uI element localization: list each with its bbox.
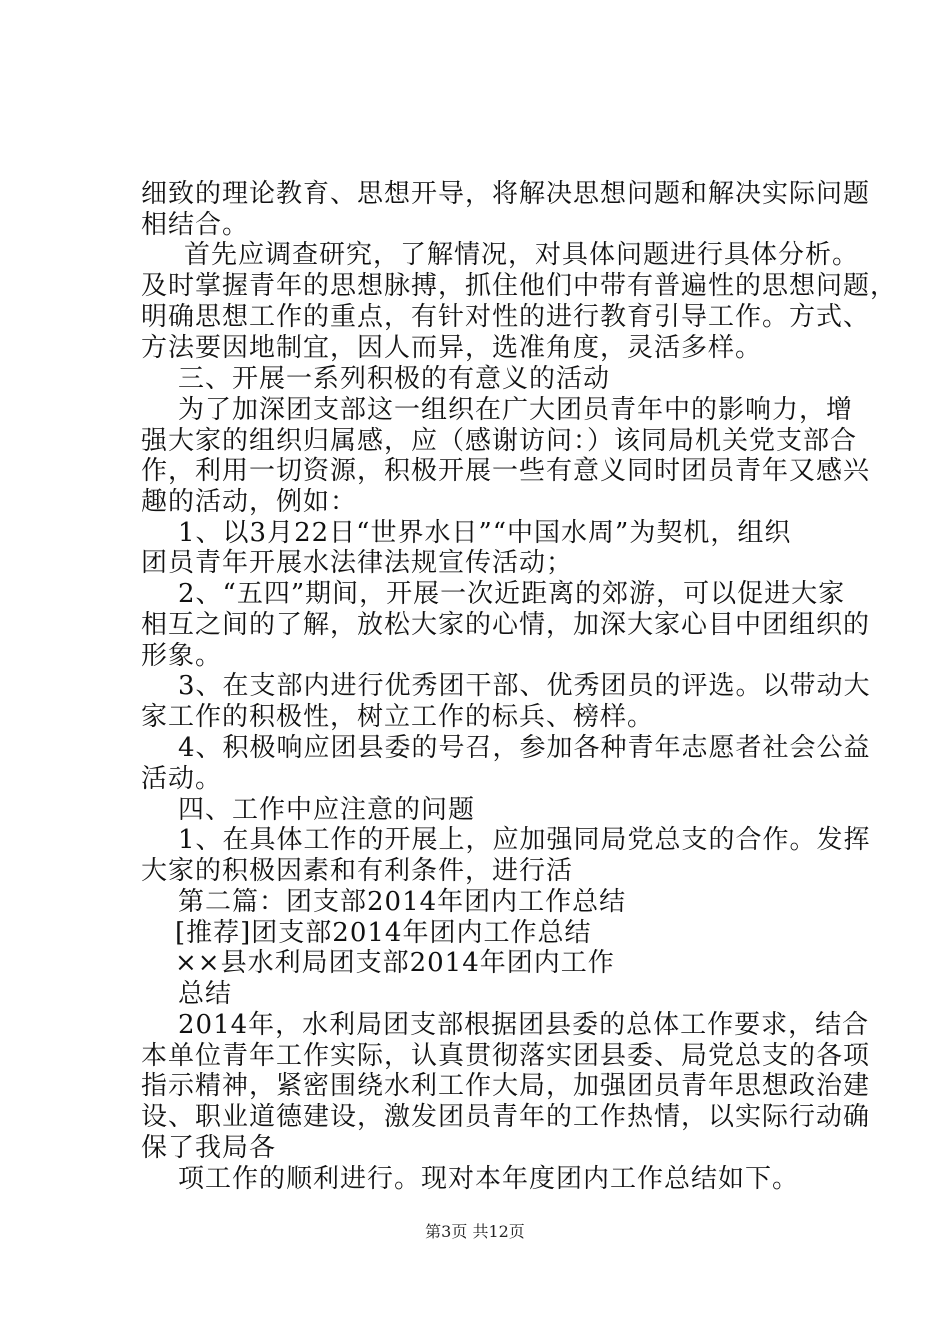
text-line-16: 形象。: [141, 641, 223, 671]
text-line-4: 及时掌握青年的思想脉搏，抓住他们中带有普遍性的思想问题，: [141, 271, 898, 301]
list-item-3: 3、在支部内进行优秀团干部、优秀团员的评选。以带动大: [178, 671, 871, 701]
text-line-2: 相结合。: [141, 210, 250, 240]
text-line-8: 为了加深团支部这一组织在广大团员青年中的影响力，增: [178, 395, 854, 425]
text-line-3: 首先应调查研究，了解情况，对具体问题进行具体分析。: [184, 240, 860, 270]
list-item-2: 2、“五四”期间，开展一次近距离的郊游，可以促进大家: [178, 579, 846, 609]
text-line-13: 团员青年开展水法律法规宣传活动；: [141, 548, 574, 578]
report-title: ××县水利局团支部2014年团内工作: [175, 948, 615, 978]
text-line-30: 指示精神，紧密围绕水利工作大局，加强团员青年思想政治建: [141, 1071, 871, 1101]
text-line-6: 方法要因地制宜，因人而异，选准角度，灵活多样。: [141, 333, 763, 363]
text-line-20: 活动。: [141, 764, 223, 794]
text-line-11: 趣的活动，例如：: [141, 487, 358, 517]
text-line-29: 本单位青年工作实际，认真贯彻落实团县委、局党总支的各项: [141, 1041, 871, 1071]
page-footer: 第3页 共12页: [425, 1222, 525, 1241]
text-line-1: 细致的理论教育、思想开导，将解决思想问题和解决实际问题: [141, 179, 871, 209]
chapter-title: 第二篇：团支部2014年团内工作总结: [178, 887, 627, 917]
text-line-22: 1、在具体工作的开展上，应加强同局党总支的合作。发挥: [178, 825, 871, 855]
text-line-5: 明确思想工作的重点，有针对性的进行教育引导工作。方式、: [141, 302, 871, 332]
text-line-10: 作，利用一切资源，积极开展一些有意义同时团员青年又感兴: [141, 456, 871, 486]
text-line-9: 强大家的组织归属感，应（感谢访问：）该同局机关党支部合: [141, 426, 858, 456]
text-line-18: 家工作的积极性，树立工作的标兵、榜样。: [141, 702, 655, 732]
report-title-cont: 总结: [178, 979, 233, 1009]
subtitle-recommended: [推荐]团支部2014年团内工作总结: [175, 918, 592, 948]
text-line-15: 相互之间的了解，放松大家的心情，加深大家心目中团组织的: [141, 610, 871, 640]
text-line-31: 设、职业道德建设，激发团员青年的工作热情，以实际行动确: [141, 1102, 871, 1132]
text-line-23: 大家的积极因素和有利条件，进行活: [141, 856, 574, 886]
section-heading-3: 三、开展一系列积极的有意义的活动: [178, 364, 611, 394]
text-line-32: 保了我局各: [141, 1133, 277, 1163]
section-heading-4: 四、工作中应注意的问题: [178, 795, 476, 825]
list-item-1: 1、以3月22日“世界水日”“中国水周”为契机，组织: [178, 518, 792, 548]
text-line-33: 项工作的顺利进行。现对本年度团内工作总结如下。: [178, 1164, 800, 1194]
text-line-28: 2014年，水利局团支部根据团县委的总体工作要求，结合: [178, 1010, 870, 1040]
list-item-4: 4、积极响应团县委的号召，参加各种青年志愿者社会公益: [178, 733, 871, 763]
